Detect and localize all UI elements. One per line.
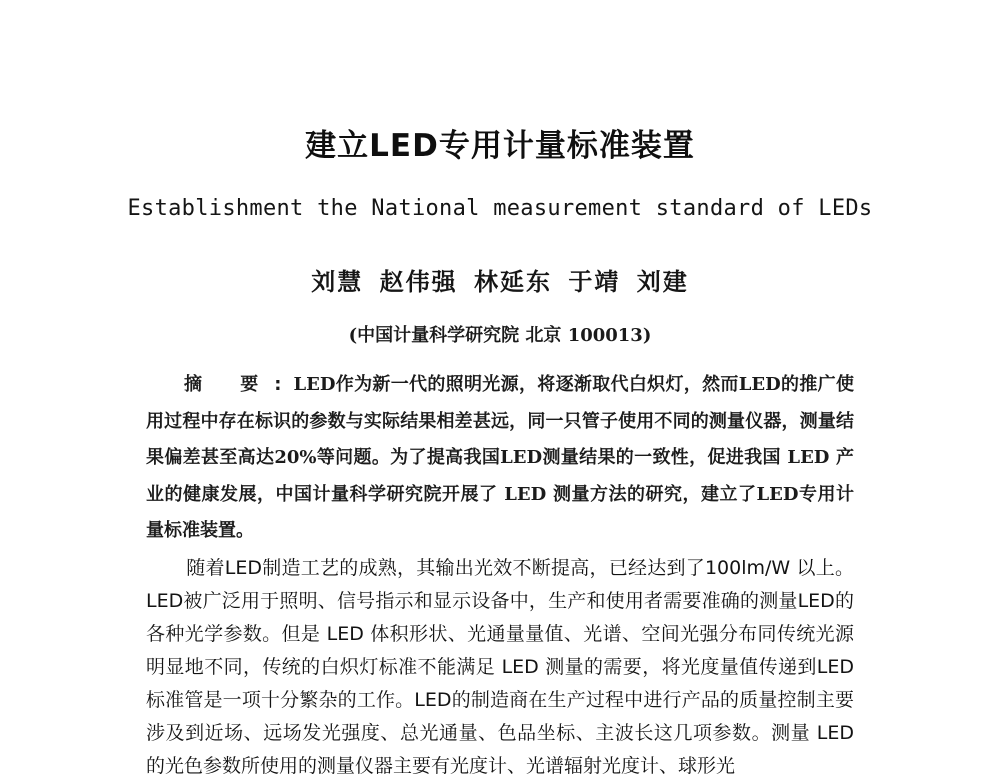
abstract-text: LED作为新一代的照明光源，将逐渐取代白炽灯，然而LED的推广使用过程中存在标识的参数与实际结果相差甚远，同一只管子使用不同的测量仪器，测量结果偏差甚至高达20%等问题。为了提高我国LED测量结果的一致性，促进我国 LED 产业的健康发展，中国计量科学研究院开展了 LED 测量方法的研究，建立了LED专用计量标准装置。 <box>146 374 854 541</box>
body-paragraph-text: 随着LED制造工艺的成熟，其输出光效不断提高，已经达到了100lm/W 以上。LED被广泛用于照明、信号指示和显示设备中，生产和使用者需要准确的测量LED的各种光学参数。但是 LED 体积形状、光通量量值、光谱、空间光强分布同传统光源明显地不同，传统的白炽灯标准不能满足 LED 测量的需要，将光度量值传递到LED标准管是一项十分繁杂的工作。LED的制造商在生产过程中进行产品的质量控制主要涉及到近场、远场发光强度、总光通量、色品坐标、主波长这几项参数。测量 LED 的光色参数所使用的测量仪器主要有光度计、光谱辐射光度计、球形光 <box>146 557 854 777</box>
body-paragraph <box>146 552 854 783</box>
author-list: 刘慧 赵伟强 林延东 于靖 刘建 <box>311 267 689 296</box>
paper-title-chinese: 建立LED专用计量标准装置 <box>305 128 695 164</box>
paper-title-english: Establishment the National measurement standard of LEDs <box>127 196 873 221</box>
abstract-paragraph <box>146 367 854 550</box>
abstract-label: 摘 要: <box>184 374 298 395</box>
author-affiliation: (中国计量科学研究院 北京 100013) <box>348 325 652 346</box>
